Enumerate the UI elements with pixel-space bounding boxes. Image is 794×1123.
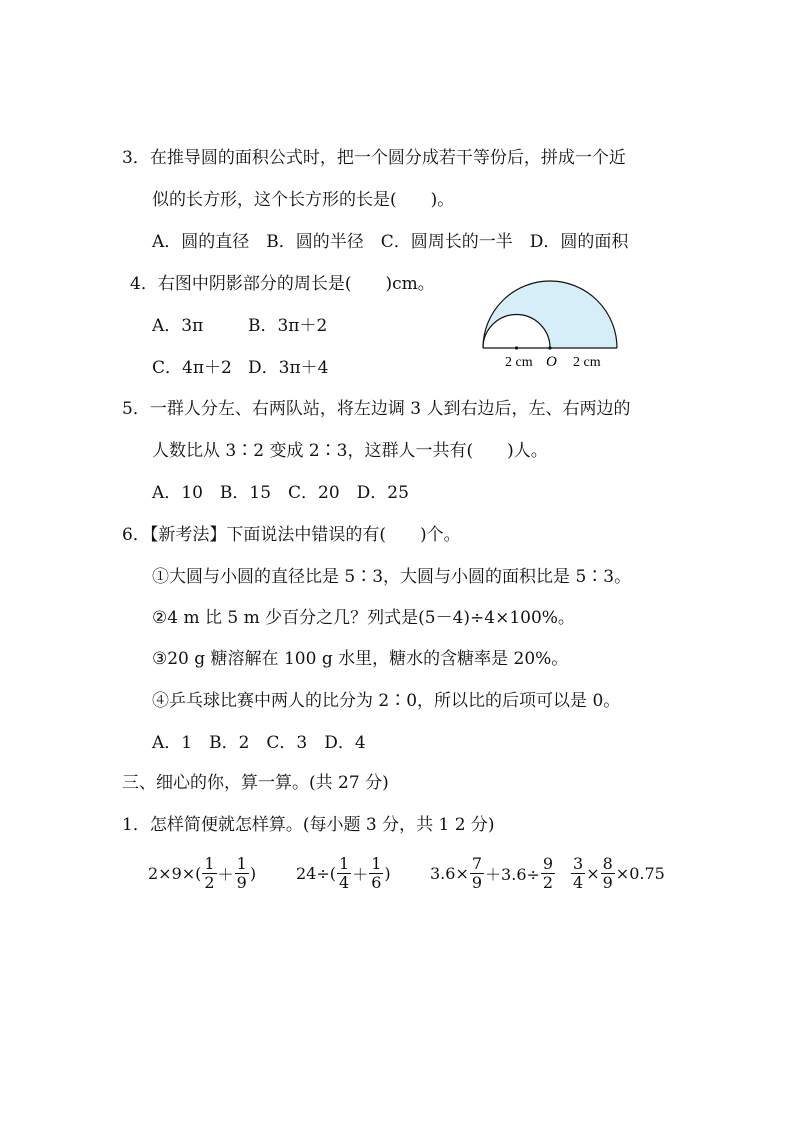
expr3-operator: ＋3.6÷ bbox=[485, 865, 540, 884]
calc-expression-1 bbox=[148, 855, 256, 892]
expr1-suffix: ) bbox=[249, 864, 257, 883]
q4-option-b: B．3π＋2 bbox=[248, 316, 328, 336]
expr1-fraction-1 bbox=[202, 855, 216, 892]
expr2-fraction-2 bbox=[369, 855, 383, 892]
label-center-o: O bbox=[546, 354, 557, 370]
expr4-operator: × bbox=[586, 864, 600, 883]
numerator: 3 bbox=[573, 854, 584, 873]
q4-option-d: D．3π＋4 bbox=[248, 358, 329, 378]
q4-option-c: C．4π＋2 bbox=[152, 358, 232, 378]
q4-stem: 4．右图中阴影部分的周长是( )cm。 bbox=[130, 274, 435, 294]
expr2-fraction-1 bbox=[337, 855, 351, 892]
q6-stem: 6．【新考法】下面说法中错误的有( )个。 bbox=[122, 525, 461, 545]
denominator: 6 bbox=[371, 873, 382, 892]
denominator: 4 bbox=[573, 873, 584, 892]
q6-statement-1: ①大圆与小圆的直径比是 5∶3，大圆与小圆的面积比是 5∶3。 bbox=[152, 567, 632, 587]
denominator: 9 bbox=[602, 873, 613, 892]
denominator: 9 bbox=[236, 873, 247, 892]
denominator: 9 bbox=[471, 873, 483, 892]
numerator: 1 bbox=[371, 854, 382, 873]
q4-semicircle-figure bbox=[474, 275, 624, 375]
expr4-suffix: ×0.75 bbox=[615, 864, 665, 883]
q6-statement-4: ④乒乓球比赛中两人的比分为 2∶0，所以比的后项可以是 0。 bbox=[152, 691, 621, 711]
expr1-operator: ＋ bbox=[217, 865, 234, 884]
expr2-suffix: ) bbox=[384, 864, 391, 883]
q5-stem-line2: 人数比从 3∶2 变成 2∶3，这群人一共有( )人。 bbox=[152, 441, 548, 461]
numerator: 9 bbox=[542, 854, 554, 873]
shaded-region bbox=[483, 281, 617, 348]
label-left-2cm: 2 cm bbox=[505, 355, 533, 370]
center-o-dot bbox=[548, 346, 551, 349]
q3-stem-line1: 3．在推导圆的面积公式时，把一个圆分成若干等份后，拼成一个近 bbox=[122, 148, 626, 168]
numerator: 8 bbox=[602, 854, 613, 873]
expr4-fraction-2 bbox=[601, 855, 615, 892]
numerator: 1 bbox=[339, 854, 350, 873]
numerator: 1 bbox=[236, 854, 247, 873]
q3-stem-line2: 似的长方形，这个长方形的长是( )。 bbox=[152, 190, 455, 210]
denominator: 2 bbox=[204, 873, 215, 892]
calc-expression-2 bbox=[296, 855, 391, 892]
small-center-dot bbox=[515, 346, 518, 349]
q4-option-a: A．3π bbox=[152, 316, 204, 336]
q5-stem-line1: 5．一群人分左、右两队站，将左边调 3 人到右边后，左、右两边的 bbox=[122, 399, 631, 419]
calc-expression-3 bbox=[430, 855, 556, 892]
expr1-fraction-2 bbox=[235, 855, 249, 892]
numerator: 7 bbox=[471, 854, 483, 873]
q6-statement-3: ③20 g 糖溶解在 100 g 水里，糖水的含糖率是 20%。 bbox=[152, 649, 569, 669]
expr4-fraction-1 bbox=[571, 855, 585, 892]
expr2-prefix: 24÷( bbox=[296, 864, 337, 883]
section3-q1: 1．怎样简便就怎样算。(每小题 3 分，共 1 2 分) bbox=[122, 815, 495, 835]
numerator: 1 bbox=[204, 854, 215, 873]
label-right-2cm: 2 cm bbox=[573, 355, 601, 370]
expr3-prefix: 3.6× bbox=[430, 864, 469, 883]
q5-options: A．10 B．15 C．20 D．25 bbox=[152, 483, 409, 503]
denominator: 4 bbox=[339, 873, 350, 892]
expr3-fraction-2 bbox=[541, 855, 555, 892]
expr3-fraction-1 bbox=[470, 855, 484, 892]
section3-title: 三、细心的你，算一算。(共 27 分) bbox=[122, 773, 389, 793]
q6-statement-2: ②4 m 比 5 m 少百分之几？列式是(5－4)÷4×100%。 bbox=[152, 608, 575, 628]
calc-expression-4 bbox=[570, 855, 665, 892]
expr1-prefix: 2×9×( bbox=[148, 864, 202, 883]
q3-options: A．圆的直径 B．圆的半径 C．圆周长的一半 D．圆的面积 bbox=[152, 232, 629, 252]
q6-options: A．1 B．2 C．3 D．4 bbox=[152, 733, 366, 753]
denominator: 2 bbox=[542, 873, 554, 892]
expr2-operator: ＋ bbox=[352, 865, 369, 884]
